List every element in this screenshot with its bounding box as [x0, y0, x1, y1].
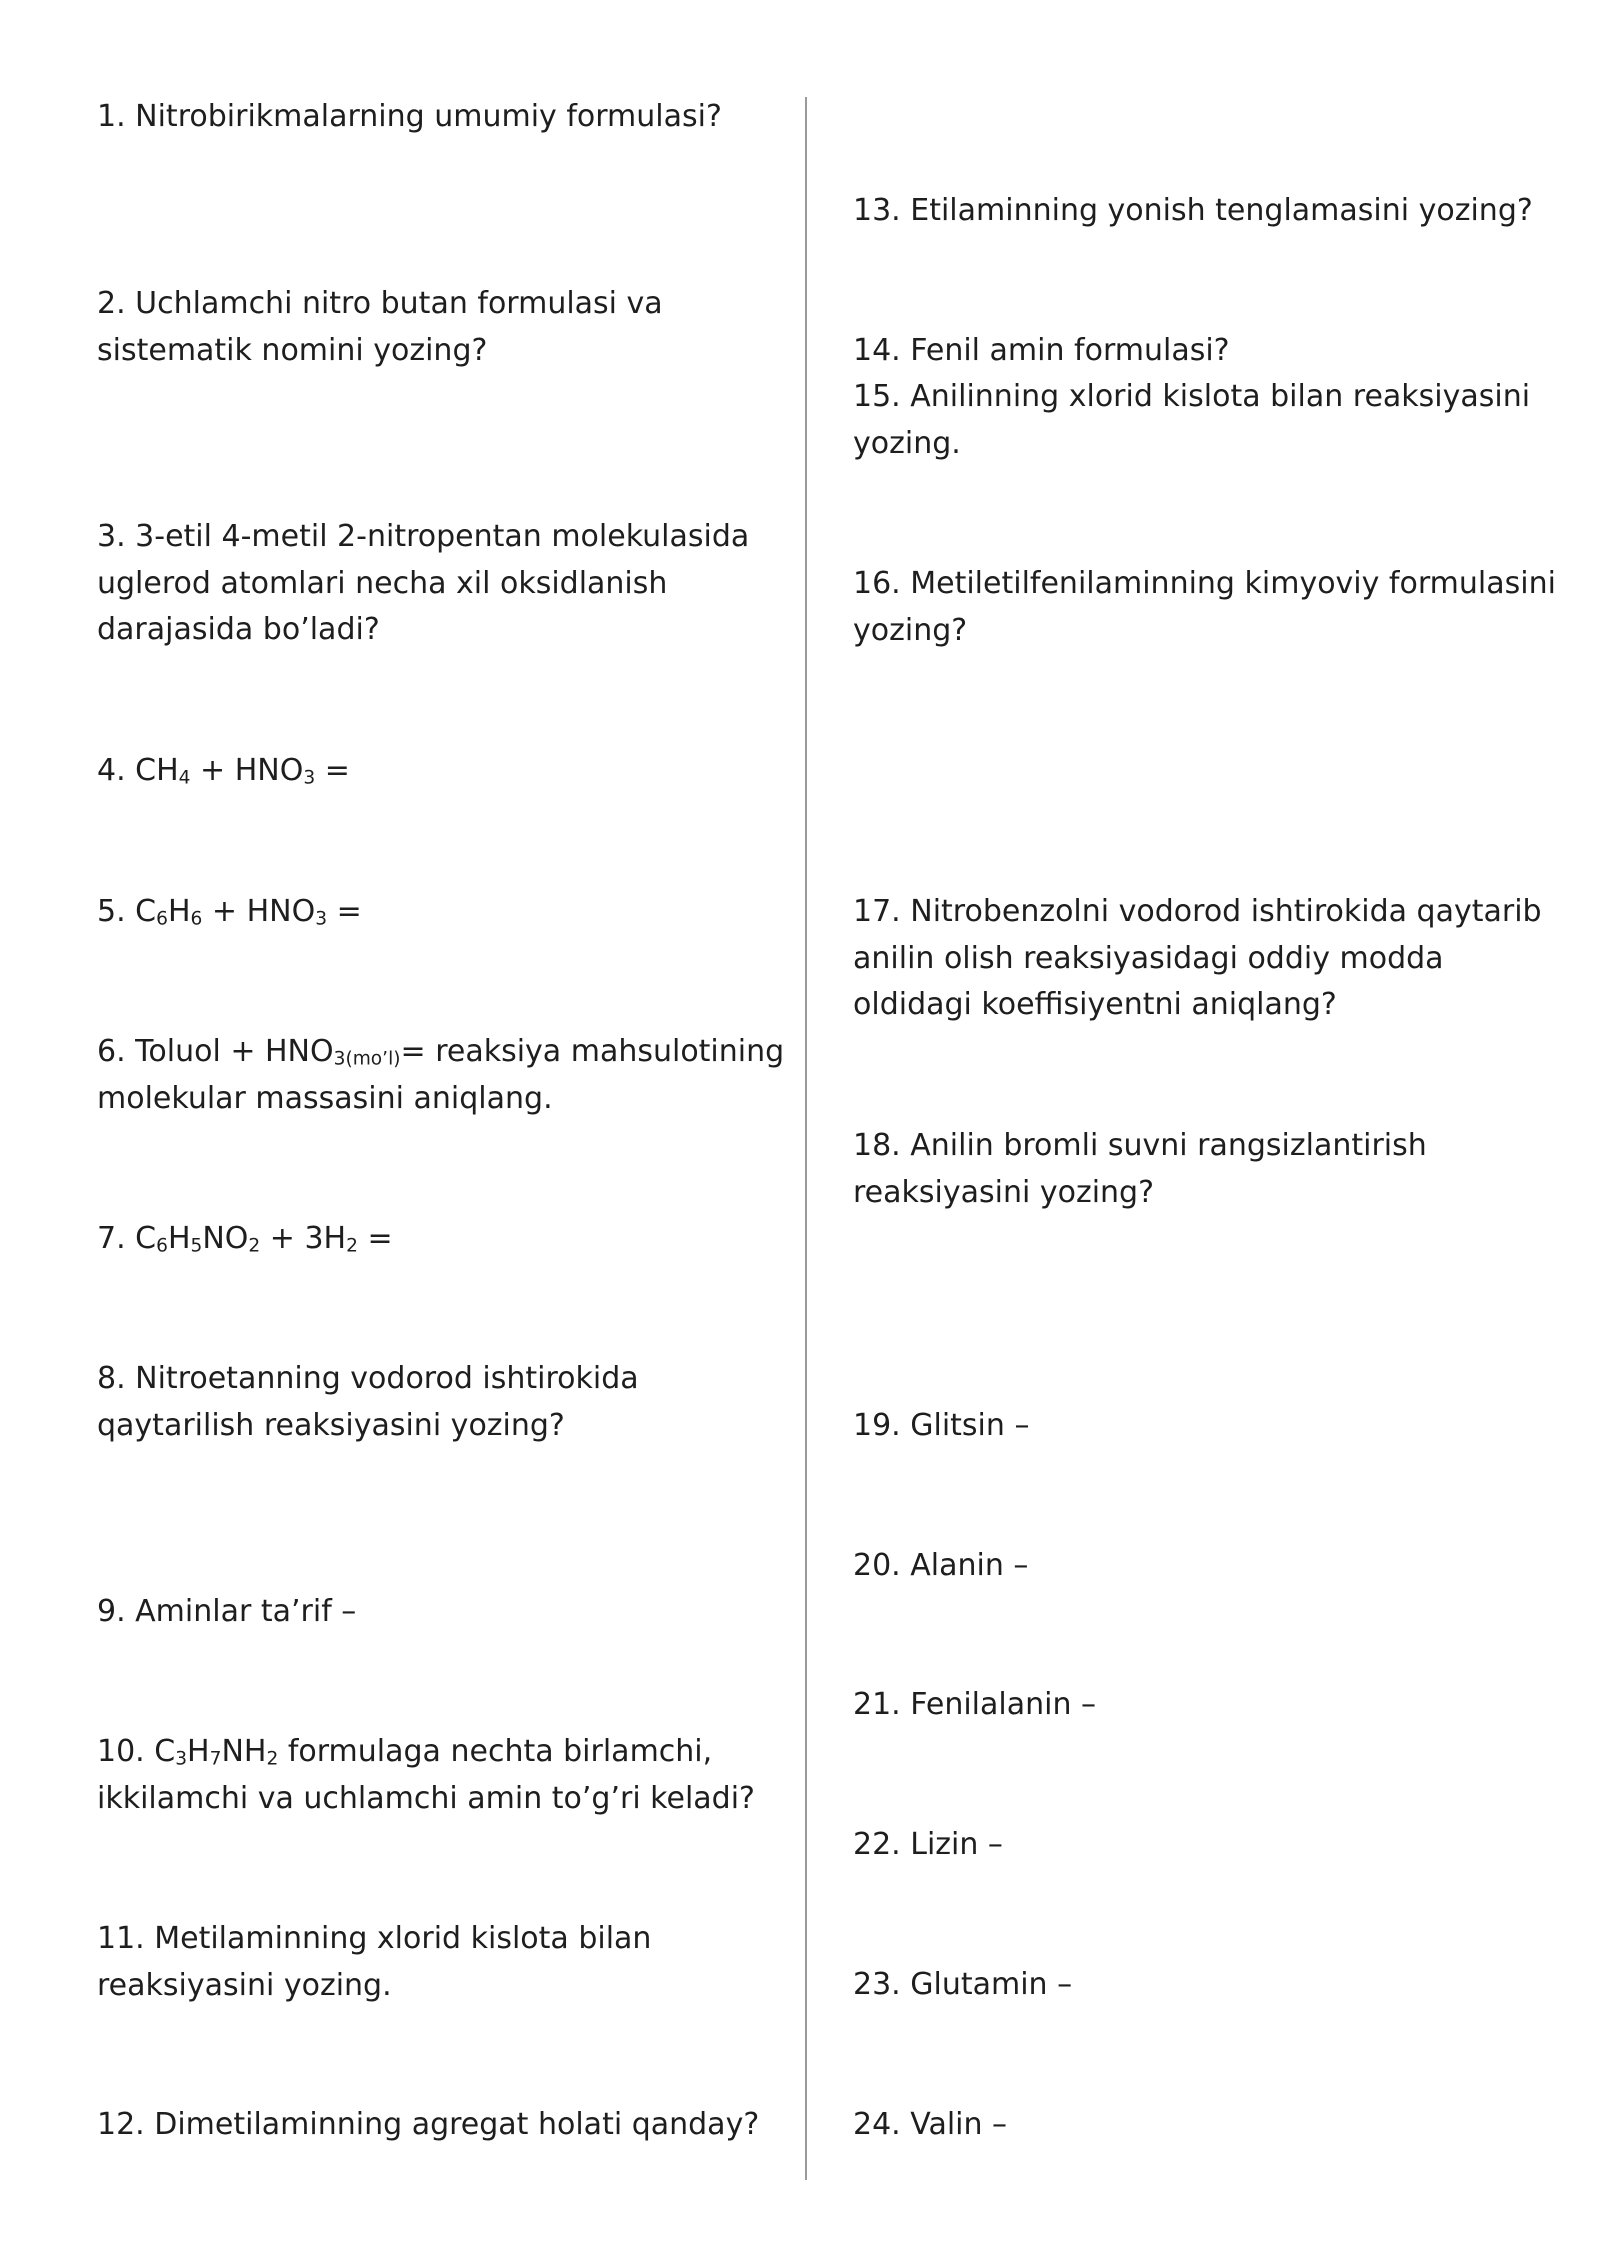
question-17: 17. Nitrobenzolni vodorod ishtirokida qaytarib anilin olish reaksiyasidagi oddiy modda oldidagi koeffisiyentni aniqlang?: [853, 894, 1542, 1022]
question-1: 1. Nitrobirikmalarning umumiy formulasi?: [97, 99, 722, 134]
question-10: 10. $C_3H_7NH_2$ formulaga nechta birlamchi, ikkilamchi va uchlamchi amin to’g’ri keladi?: [97, 1734, 755, 1816]
question-3: 3. 3-etil 4-metil 2-nitropentan molekulasida uglerod atomlari necha xil oksidlanish darajasida bo’ladi?: [97, 519, 750, 647]
question-12: 12. Dimetilaminning agregat holati qanday?: [97, 2107, 760, 2142]
question-4: 4. $CH_4 + HNO_3$ =: [97, 753, 350, 789]
question-24: 24. Valin –: [853, 2107, 1008, 2142]
question-13: 13. Etilaminning yonish tenglamasini yozing?: [853, 193, 1533, 228]
question-8: 8. Nitroetanning vodorod ishtirokida qaytarilish reaksiyasini yozing?: [97, 1361, 639, 1443]
question-15: 15. Anilinning xlorid kislota bilan reaksiyasini yozing.: [853, 379, 1531, 461]
question-9: 9. Aminlar ta’rif –: [97, 1594, 357, 1629]
question-18: 18. Anilin bromli suvni rangsizlantirish reaksiyasini yozing?: [853, 1128, 1427, 1210]
question-21: 21. Fenilalanin –: [853, 1687, 1097, 1722]
question-20: 20. Alanin –: [853, 1548, 1029, 1583]
question-7: 7. $C_6H_5NO_2 + 3H_2$ =: [97, 1221, 393, 1257]
question-23: 23. Glutamin –: [853, 1967, 1073, 2002]
column-divider: [805, 97, 807, 2180]
question-6: 6. Toluol + $HNO_{3(mo’l)}=$ reaksiya mahsulotining molekular massasini aniqlang.: [97, 1034, 785, 1116]
question-14: 14. Fenil amin formulasi?: [853, 333, 1230, 368]
question-16: 16. Metiletilfenilaminning kimyoviy formulasini yozing?: [853, 566, 1556, 648]
question-2: 2. Uchlamchi nitro butan formulasi va sistematik nomini yozing?: [97, 286, 663, 368]
question-22: 22. Lizin –: [853, 1827, 1003, 1862]
question-5: 5. $C_6H_6 + HNO_3$ =: [97, 894, 362, 930]
question-19: 19. Glitsin –: [853, 1408, 1030, 1443]
question-11: 11. Metilaminning xlorid kislota bilan reaksiyasini yozing.: [97, 1921, 652, 2003]
